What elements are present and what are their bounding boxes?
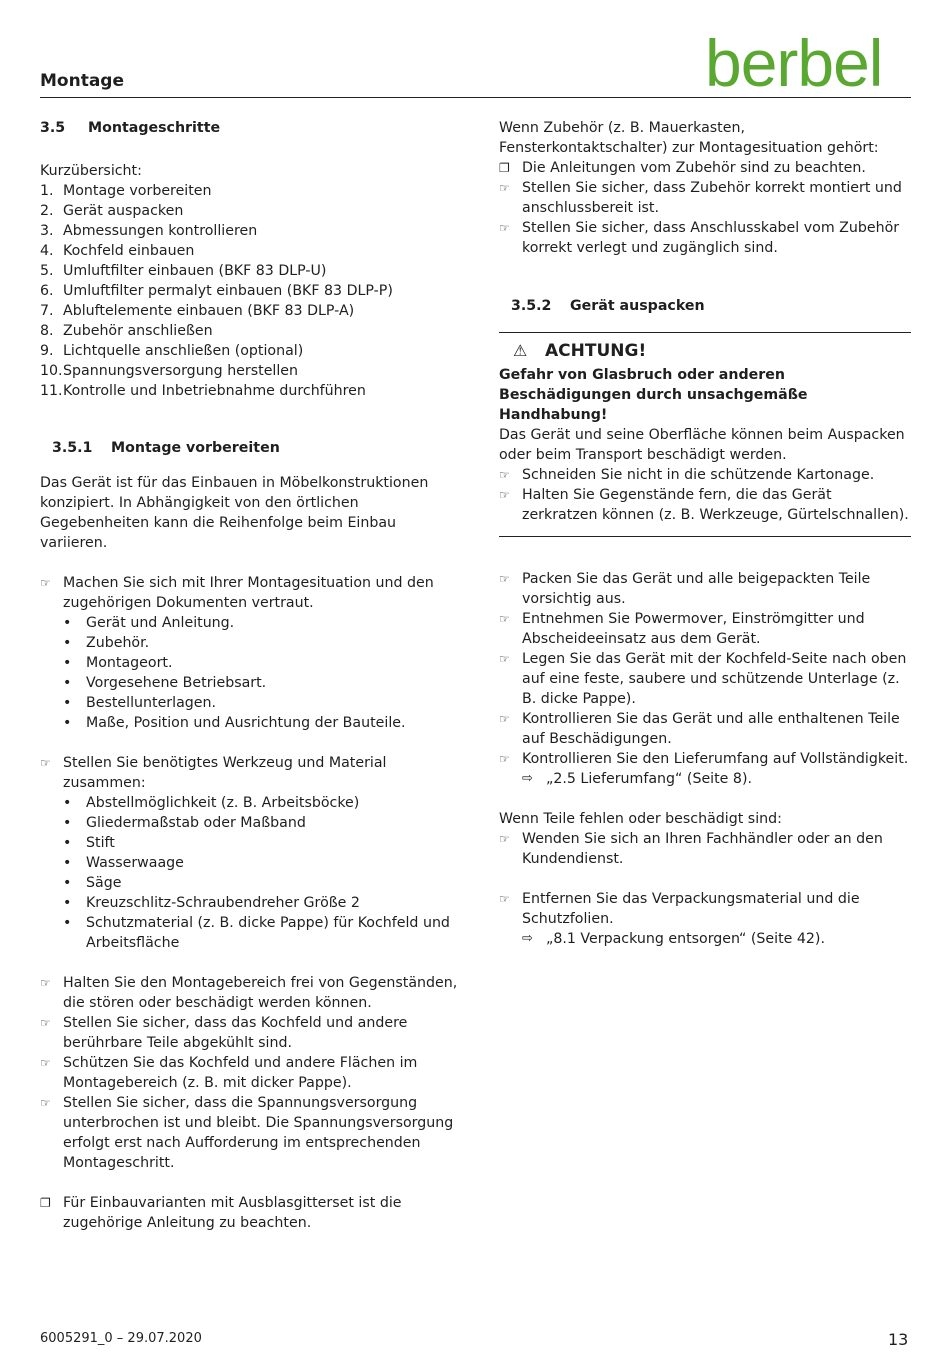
svg-text:berbel: berbel [705, 28, 883, 96]
warning-text: Das Gerät und seine Oberfläche können beim Auspacken oder beim Transport beschädigt werden. [499, 427, 905, 463]
hand-pointer-icon: ☞ [499, 488, 510, 502]
overview-label: Kurzübersicht: [40, 163, 142, 179]
note-item: ❐ Für Einbauvarianten mit Ausblasgitterset ist die zugehörige Anleitung zu beachten. [40, 1195, 402, 1231]
bullet-item: • Wasserwaage [63, 855, 184, 871]
warning-triangle-icon: ⚠ [513, 341, 528, 360]
list-item: 5. Umluftfilter einbauen (BKF 83 DLP-U) [40, 263, 327, 279]
action-item: ☞ Schützen Sie das Kochfeld und andere Flächen im Montagebereich (z. B. mit dicker Pappe). [40, 1055, 418, 1091]
bullet-item: • Zubehör. [63, 635, 150, 651]
action-item: ☞ Stellen Sie benötigtes Werkzeug und Material zusammen: [40, 755, 387, 791]
section-number: 3.5.2 [511, 298, 552, 314]
note-item: ❐ Die Anleitungen vom Zubehör sind zu beachten. [499, 160, 866, 176]
cross-reference[interactable]: ⇨ „8.1 Verpackung entsorgen“ (Seite 42). [522, 931, 825, 947]
bullet-item: • Vorgesehene Betriebsart. [63, 675, 267, 691]
list-item: 2. Gerät auspacken [40, 203, 184, 219]
right-column [499, 118, 911, 949]
hand-pointer-icon: ☞ [40, 976, 51, 990]
list-item: 11. Kontrolle und Inbetriebnahme durchführen [40, 383, 366, 399]
section-heading-3-5-1 [40, 438, 460, 458]
section-number: 3.5.1 [52, 440, 93, 456]
missing-parts-intro: Wenn Teile fehlen oder beschädigt sind: [499, 811, 782, 827]
hand-pointer-icon: ☞ [499, 892, 510, 906]
arrow-right-icon: ⇨ [522, 771, 533, 786]
hand-pointer-icon: ☞ [40, 576, 51, 590]
hand-pointer-icon: ☞ [499, 832, 510, 846]
bullet-item: • Abstellmöglichkeit (z. B. Arbeitsböcke) [63, 795, 360, 811]
section-number: 3.5 [40, 120, 66, 136]
action-item: ☞ Halten Sie den Montagebereich frei von Gegenständen, die stören oder beschädigt werden können. [40, 975, 458, 1011]
hand-pointer-icon: ☞ [40, 1016, 51, 1030]
warning-box [499, 332, 911, 537]
page-number: 13 [888, 1330, 909, 1349]
action-item: ☞ Kontrollieren Sie das Gerät und alle enthaltenen Teile auf Beschädigungen. [499, 711, 900, 747]
action-item: ☞ Schneiden Sie nicht in die schützende Kartonage. [499, 467, 875, 483]
section-title: Gerät auspacken [570, 298, 705, 314]
hand-pointer-icon: ☞ [499, 612, 510, 626]
section-heading-3-5 [40, 118, 460, 138]
hand-pointer-icon: ☞ [40, 756, 51, 770]
left-column [40, 118, 460, 1233]
list-item: 3. Abmessungen kontrollieren [40, 223, 258, 239]
hand-pointer-icon: ☞ [40, 1056, 51, 1070]
list-item: 10. Spannungsversorgung herstellen [40, 363, 299, 379]
hand-pointer-icon: ☞ [40, 1096, 51, 1110]
action-item: ☞ Machen Sie sich mit Ihrer Montagesituation und den zugehörigen Dokumenten vertraut. [40, 575, 434, 611]
arrow-right-icon: ⇨ [522, 931, 533, 946]
document-note-icon: ❐ [499, 161, 510, 175]
action-item: ☞ Legen Sie das Gerät mit der Kochfeld-Seite nach oben auf eine feste, saubere und schützende Unterlage (z. B. dicke Pappe). [499, 651, 907, 707]
section-title: Montageschritte [88, 120, 221, 136]
cross-reference[interactable]: ⇨ „2.5 Lieferumfang“ (Seite 8). [522, 771, 752, 787]
list-item: 8. Zubehör anschließen [40, 323, 213, 339]
hand-pointer-icon: ☞ [499, 221, 510, 235]
action-item: ☞ Entnehmen Sie Powermover, Einströmgitter und Abscheideeinsatz aus dem Gerät. [499, 611, 865, 647]
action-item: ☞ Stellen Sie sicher, dass die Spannungsversorgung unterbrochen ist und bleibt. Die Spannungsversorgung erfolgt erst nach Aufforderung im entsprechenden Montageschritt. [40, 1095, 454, 1171]
berbel-logo [705, 28, 915, 96]
warning-heading: Gefahr von Glasbruch oder anderen Beschädigungen durch unsachgemäße Handhabung! [499, 367, 808, 423]
hand-pointer-icon: ☞ [499, 652, 510, 666]
action-item: ☞ Entfernen Sie das Verpackungsmaterial und die Schutzfolien. [499, 891, 860, 927]
bullet-item: • Säge [63, 875, 122, 891]
section-heading-3-5-2 [499, 296, 911, 316]
action-item: ☞ Packen Sie das Gerät und alle beigepackten Teile vorsichtig aus. [499, 571, 871, 607]
action-item: ☞ Stellen Sie sicher, dass das Kochfeld und andere berührbare Teile abgekühlt sind. [40, 1015, 408, 1051]
hand-pointer-icon: ☞ [499, 712, 510, 726]
bullet-item: • Schutzmaterial (z. B. dicke Pappe) für Kochfeld und Arbeitsfläche [63, 915, 450, 951]
hand-pointer-icon: ☞ [499, 752, 510, 766]
bullet-item: • Maße, Position und Ausrichtung der Bauteile. [63, 715, 406, 731]
hand-pointer-icon: ☞ [499, 181, 510, 195]
list-item: 7. Abluftelemente einbauen (BKF 83 DLP-A) [40, 303, 355, 319]
steps-list [40, 181, 460, 401]
bullet-item: • Kreuzschlitz-Schraubendreher Größe 2 [63, 895, 360, 911]
header-rule [40, 97, 911, 98]
action-item: ☞ Wenden Sie sich an Ihren Fachhändler oder an den Kundendienst. [499, 831, 883, 867]
bullet-item: • Gliedermaßstab oder Maßband [63, 815, 306, 831]
action-item: ☞ Halten Sie Gegenstände fern, die das Gerät zerkratzen können (z. B. Werkzeuge, Gürtelschnallen). [499, 487, 909, 523]
document-number: 6005291_0 – 29.07.2020 [40, 1331, 202, 1346]
accessory-intro: Wenn Zubehör (z. B. Mauerkasten, Fensterkontaktschalter) zur Montagesituation gehört: [499, 120, 879, 156]
warning-title: ⚠ ACHTUNG! [499, 337, 911, 365]
list-item: 4. Kochfeld einbauen [40, 243, 195, 259]
page-section-title: Montage [40, 71, 124, 91]
bullet-item: • Bestellunterlagen. [63, 695, 217, 711]
bullet-item: • Stift [63, 835, 115, 851]
hand-pointer-icon: ☞ [499, 572, 510, 586]
document-note-icon: ❐ [40, 1196, 51, 1210]
action-item: ☞ Stellen Sie sicher, dass Zubehör korrekt montiert und anschlussbereit ist. [499, 180, 902, 216]
action-item: ☞ Stellen Sie sicher, dass Anschlusskabel vom Zubehör korrekt verlegt und zugänglich sind. [499, 220, 900, 256]
list-item: 6. Umluftfilter permalyt einbauen (BKF 83 DLP-P) [40, 283, 393, 299]
bullet-item: • Montageort. [63, 655, 173, 671]
bullet-item: • Gerät und Anleitung. [63, 615, 235, 631]
intro-paragraph: Das Gerät ist für das Einbauen in Möbelkonstruktionen konzipiert. In Abhängigkeit von den örtlichen Gegebenheiten kann die Reihenfolge beim Einbau variieren. [40, 475, 429, 551]
list-item: 1. Montage vorbereiten [40, 183, 212, 199]
action-item: ☞ Kontrollieren Sie den Lieferumfang auf Vollständigkeit. [499, 751, 909, 767]
hand-pointer-icon: ☞ [499, 468, 510, 482]
list-item: 9. Lichtquelle anschließen (optional) [40, 343, 304, 359]
section-title: Montage vorbereiten [111, 440, 280, 456]
